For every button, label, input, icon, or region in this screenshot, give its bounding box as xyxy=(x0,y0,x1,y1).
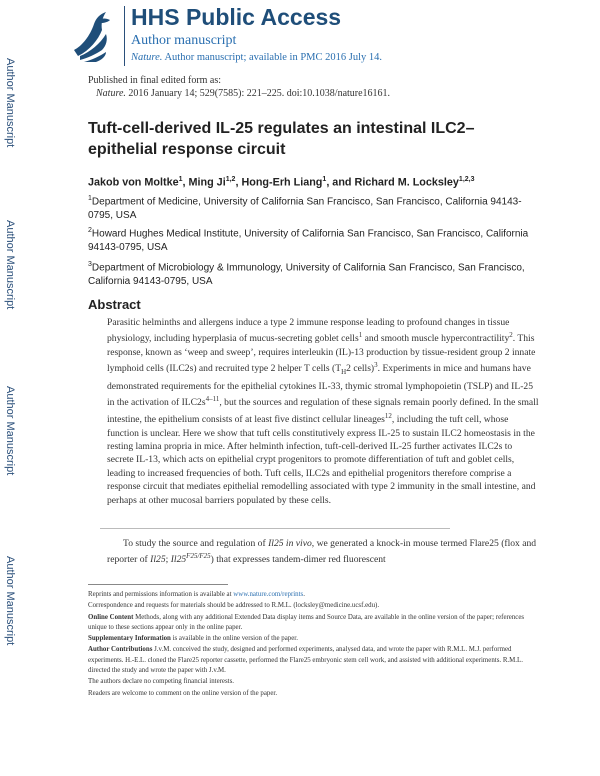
hhs-subtitle: Author manuscript xyxy=(131,33,237,48)
side-label-3: Author Manuscript xyxy=(4,386,16,476)
body-italic: Il25 xyxy=(170,554,187,566)
affiliation-1 xyxy=(88,192,538,223)
abstract-heading: Abstract xyxy=(88,297,141,312)
body-italic: Il25 in vivo xyxy=(268,538,312,549)
footnote-divider xyxy=(88,584,228,585)
published-info xyxy=(88,74,390,100)
author-and: , and xyxy=(326,176,355,189)
author-affil: 1 xyxy=(322,176,327,183)
affil-text: Howard Hughes Medical Institute, University of California San Francisco, San Francisco, California 94143-0795, USA xyxy=(88,228,529,254)
abstract-part: , including the tuft cell, whose function is unclear. Here we show that tuft cells constitutively express IL-25 to sustain ILC2 homeostasis in the resting lamina propria in mice. After helminth infection, tuft-cell-derived IL-25 further activates ILC2s to secrete IL-13, which acts on epithelial crypt progenitors to promote differentiation of tuft and goblet cells, leading to increased frequencies of both. Tuft cells, ILC2s and epithelial progenitors therefore comprise a response circuit that mediates epithelial remodelling associated with type 2 immunity in the small intestine, and perhaps at other mucosal barriers populated by these cells. xyxy=(107,414,536,506)
affil-text: Department of Microbiology & Immunology, University of California San Francisco, San Francisco, California 94143-0795, USA xyxy=(88,262,525,288)
hhs-eagle-logo-icon xyxy=(68,6,118,64)
affil-num: 1 xyxy=(88,195,92,202)
genotype-sup: F25/F25 xyxy=(186,552,211,561)
abstract-part: 2 cells) xyxy=(346,363,375,375)
note-text: Author manuscript; available in PMC 2016 July 14. xyxy=(162,52,383,63)
author-list xyxy=(88,176,475,189)
footnote-reprints xyxy=(88,590,538,600)
affiliation-3 xyxy=(88,258,538,289)
footnote-text: Reprints and permissions information is available at xyxy=(88,591,234,598)
side-label-1: Author Manuscript xyxy=(4,58,16,148)
abstract-part: , but the sources and regulation of these signals remain poorly defined. In the small intestine, the epithelium consists of at least five distinct cellular lineages xyxy=(107,397,539,426)
footnote-correspondence: Correspondence and requests for materials should be addressed to R.M.L. (locksley@medicine.ucsf.edu). xyxy=(88,602,380,610)
footnote-supplementary xyxy=(88,634,538,644)
author-sep: , xyxy=(182,176,189,189)
note-journal: Nature. xyxy=(131,52,163,63)
footnote-online xyxy=(88,613,538,634)
body-paragraph xyxy=(107,537,539,567)
abstract-text xyxy=(107,316,539,507)
affil-text: Department of Medicine, University of California San Francisco, San Francisco, California 94143-0795, USA xyxy=(88,196,522,222)
body-text: ) that expresses tandem-dimer red fluorescent xyxy=(210,554,386,566)
abstract-part: Parasitic helminths and allergens induce a type 2 immune response leading to profound changes in tissue physiology, including hyperplasia of mucus-secreting goblet cells xyxy=(107,317,510,345)
published-label: Published in final edited form as: xyxy=(88,75,222,86)
ref-sup: 12 xyxy=(384,411,392,420)
footnote-readers: Readers are welcome to comment on the online version of the paper. xyxy=(88,689,278,697)
ref-sup: 2 xyxy=(509,331,513,340)
footnote-label: Author Contributions xyxy=(88,646,153,654)
published-citation: 2016 January 14; 529(7585): 221–225. doi:10.1038/nature16161. xyxy=(125,88,391,99)
footnote-text: J.v.M. conceived the study, designed and performed experiments, analysed data, and wrote the paper with R.M.L. M.J. performed experiments. H.-E.L. cloned the Flare25 reporter cassette, performed the Flare25 embryonic stem cell work, and assisted with additional experiments. R.M.L. directed the study and wrote the paper with J.v.M. xyxy=(88,646,523,675)
paper-title: Tuft-cell-derived IL-25 regulates an intestinal ILC2–epithelial response circuit xyxy=(88,120,475,158)
author-affil: 1 xyxy=(178,176,183,183)
hhs-title: HHS Public Access xyxy=(131,4,342,30)
author-sep: , xyxy=(235,176,242,189)
published-citation-line xyxy=(88,87,390,100)
abstract-part: . Experiments in mice and humans have demonstrated requirements for the epithelial cytokines IL-33, thymic stromal lymphopoietin (TSLP) and IL-25 in the activation of ILC2s xyxy=(107,363,534,409)
affiliation-2 xyxy=(88,224,538,255)
author-name: Hong-Erh Liang xyxy=(241,176,323,189)
author-affil: 1,2,3 xyxy=(458,176,475,183)
footnote-competing: The authors declare no competing financial interests. xyxy=(88,678,234,686)
author-name: Ming Ji xyxy=(188,176,226,189)
reprints-link[interactable]: www.nature.com/reprints xyxy=(233,591,304,598)
footnote-label: Supplementary Information xyxy=(88,635,171,643)
author-name: Richard M. Locksley xyxy=(354,176,459,189)
affil-num: 3 xyxy=(88,261,92,268)
footnote-text: Methods, along with any additional Extended Data display items and Source Data, are available in the online version of the paper; references unique to these sections appear only in the online paper. xyxy=(88,613,525,631)
abstract-divider xyxy=(100,528,450,529)
footnotes xyxy=(88,590,538,700)
footnote-contributions xyxy=(88,645,538,676)
side-label-4: Author Manuscript xyxy=(4,556,16,646)
footnote-text: is available in the online version of the paper. xyxy=(170,635,298,643)
abstract-part: . This response, known as ‘weep and sweep’, requires interleukin (IL)-13 production by tissue-resident group 2 innate lymphoid cells (ILC2s) and recruited type 2 helper T cells (T xyxy=(107,333,536,375)
abstract-part: and smooth muscle hypercontractility xyxy=(362,333,510,345)
published-journal: Nature. xyxy=(96,88,126,99)
availability-note xyxy=(131,52,382,63)
subscript-h: H xyxy=(341,368,347,377)
footnote-label: Online Content xyxy=(88,613,134,621)
affil-num: 2 xyxy=(88,227,92,234)
header-divider xyxy=(124,6,125,66)
body-text: ; xyxy=(165,554,171,566)
footnote-text: . xyxy=(303,591,305,598)
ref-sup: 1 xyxy=(358,331,363,340)
ref-sup: 3 xyxy=(374,361,378,370)
body-text: , we generated a knock-in mouse termed Flare25 (flox and reporter of xyxy=(107,538,537,566)
ref-sup: 4–11 xyxy=(205,395,220,404)
side-label-2: Author Manuscript xyxy=(4,220,16,310)
author-affil: 1,2 xyxy=(225,176,236,183)
body-italic: Il25 xyxy=(150,554,166,566)
author-name: Jakob von Moltke xyxy=(88,176,179,189)
body-text: To study the source and regulation of xyxy=(123,538,269,549)
